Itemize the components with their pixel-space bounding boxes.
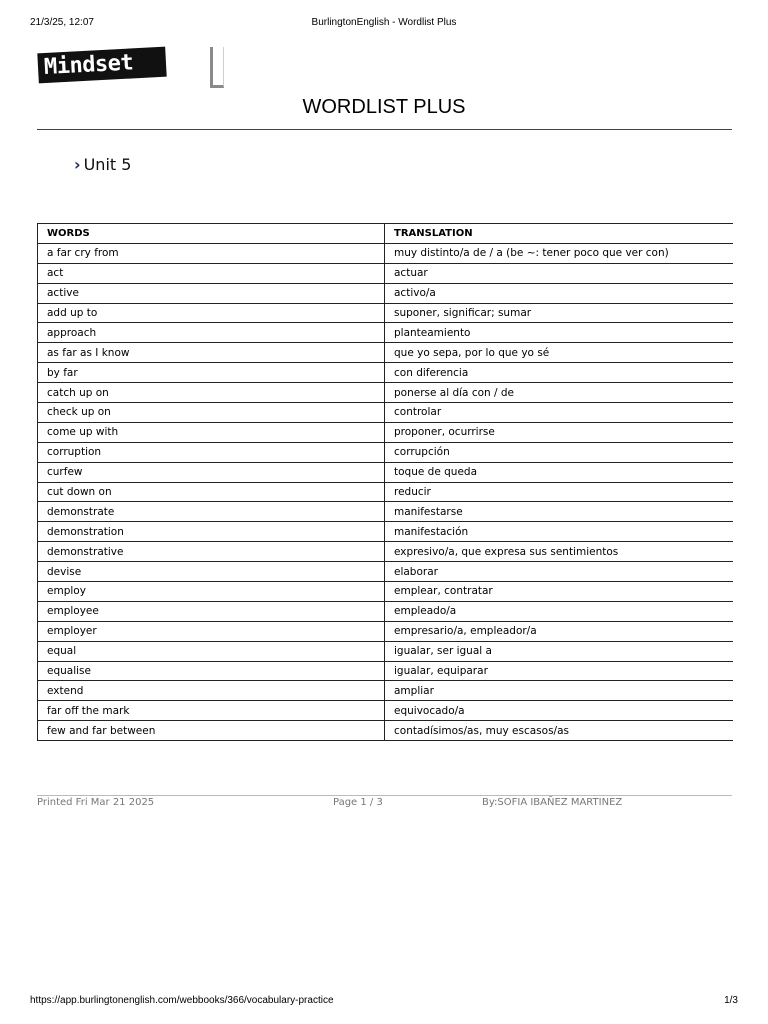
table-row	[38, 263, 734, 283]
table-row	[38, 562, 734, 582]
translation-cell: elaborar	[385, 562, 734, 582]
translation-cell: igualar, ser igual a	[385, 641, 734, 661]
logo-text: Mindset	[43, 50, 134, 81]
table-row	[38, 323, 734, 343]
author-name: By:SOFIA IBAÑEZ MARTINEZ	[482, 797, 623, 808]
translation-cell: igualar, equiparar	[385, 661, 734, 681]
translation-cell: activo/a	[385, 283, 734, 303]
translation-cell: con diferencia	[385, 363, 734, 383]
chevron-right-icon: ›	[74, 155, 81, 174]
translation-cell: suponer, significar; sumar	[385, 303, 734, 323]
table-row	[38, 582, 734, 602]
word-cell: active	[38, 283, 385, 303]
table-header-row	[38, 224, 734, 244]
translation-cell: emplear, contratar	[385, 582, 734, 602]
table-row	[38, 641, 734, 661]
print-datetime: 21/3/25, 12:07	[30, 17, 94, 28]
word-cell: equal	[38, 641, 385, 661]
table-row	[38, 542, 734, 562]
print-page-number: 1/3	[724, 995, 738, 1006]
word-cell: by far	[38, 363, 385, 383]
page-footer	[37, 797, 732, 811]
translation-cell: expresivo/a, que expresa sus sentimientos	[385, 542, 734, 562]
print-header	[30, 17, 738, 31]
translation-cell: reducir	[385, 482, 734, 502]
word-cell: check up on	[38, 403, 385, 423]
print-document-title: BurlingtonEnglish - Wordlist Plus	[311, 17, 457, 28]
translation-cell: toque de queda	[385, 462, 734, 482]
translation-cell: que yo sepa, por lo que yo sé	[385, 343, 734, 363]
table-row	[38, 383, 734, 403]
word-cell: act	[38, 263, 385, 283]
print-footer	[30, 995, 738, 1009]
footer-divider	[37, 795, 732, 796]
translation-cell: corrupción	[385, 442, 734, 462]
logo-level-bar	[210, 47, 224, 88]
word-cell: curfew	[38, 462, 385, 482]
translation-cell: actuar	[385, 263, 734, 283]
translation-cell: planteamiento	[385, 323, 734, 343]
word-cell: employee	[38, 601, 385, 621]
table-row	[38, 283, 734, 303]
word-cell: demonstration	[38, 522, 385, 542]
table-row	[38, 363, 734, 383]
table-row	[38, 303, 734, 323]
table-row	[38, 243, 734, 263]
mindset-logo	[38, 44, 188, 88]
table-row	[38, 681, 734, 701]
logo-stamp	[37, 47, 166, 84]
translation-cell: manifestación	[385, 522, 734, 542]
table-row	[38, 343, 734, 363]
translation-cell: controlar	[385, 403, 734, 423]
translation-cell: empresario/a, empleador/a	[385, 621, 734, 641]
translation-cell: contadísimos/as, muy escasos/as	[385, 721, 734, 741]
translation-cell: proponer, ocurrirse	[385, 422, 734, 442]
column-header-words: WORDS	[38, 224, 385, 244]
table-row	[38, 462, 734, 482]
column-header-translation: TRANSLATION	[385, 224, 734, 244]
table-row	[38, 442, 734, 462]
unit-label: Unit 5	[83, 155, 132, 174]
translation-cell: ponerse al día con / de	[385, 383, 734, 403]
table-row	[38, 721, 734, 741]
wordlist-table	[37, 223, 733, 741]
translation-cell: ampliar	[385, 681, 734, 701]
table-row	[38, 502, 734, 522]
word-cell: cut down on	[38, 482, 385, 502]
word-cell: equalise	[38, 661, 385, 681]
word-cell: extend	[38, 681, 385, 701]
printed-date: Printed Fri Mar 21 2025	[37, 797, 155, 808]
word-cell: add up to	[38, 303, 385, 323]
word-cell: catch up on	[38, 383, 385, 403]
translation-cell: equivocado/a	[385, 701, 734, 721]
word-cell: employ	[38, 582, 385, 602]
page-title: WORDLIST PLUS	[302, 96, 466, 118]
table-row	[38, 661, 734, 681]
translation-cell: manifestarse	[385, 502, 734, 522]
word-cell: far off the mark	[38, 701, 385, 721]
print-url: https://app.burlingtonenglish.com/webbooks/366/vocabulary-practice	[30, 995, 334, 1006]
table-row	[38, 522, 734, 542]
translation-cell: muy distinto/a de / a (be ~: tener poco que ver con)	[385, 243, 734, 263]
table-row	[38, 403, 734, 423]
unit-heading	[74, 155, 131, 174]
word-cell: approach	[38, 323, 385, 343]
word-cell: employer	[38, 621, 385, 641]
word-cell: devise	[38, 562, 385, 582]
table-row	[38, 482, 734, 502]
title-divider	[37, 129, 732, 130]
word-cell: a far cry from	[38, 243, 385, 263]
word-cell: few and far between	[38, 721, 385, 741]
word-cell: come up with	[38, 422, 385, 442]
word-cell: as far as I know	[38, 343, 385, 363]
table-row	[38, 621, 734, 641]
translation-cell: empleado/a	[385, 601, 734, 621]
wordlist-body	[38, 243, 734, 740]
word-cell: demonstrate	[38, 502, 385, 522]
word-cell: corruption	[38, 442, 385, 462]
table-row	[38, 601, 734, 621]
table-row	[38, 422, 734, 442]
word-cell: demonstrative	[38, 542, 385, 562]
table-row	[38, 701, 734, 721]
page-indicator: Page 1 / 3	[333, 797, 383, 808]
